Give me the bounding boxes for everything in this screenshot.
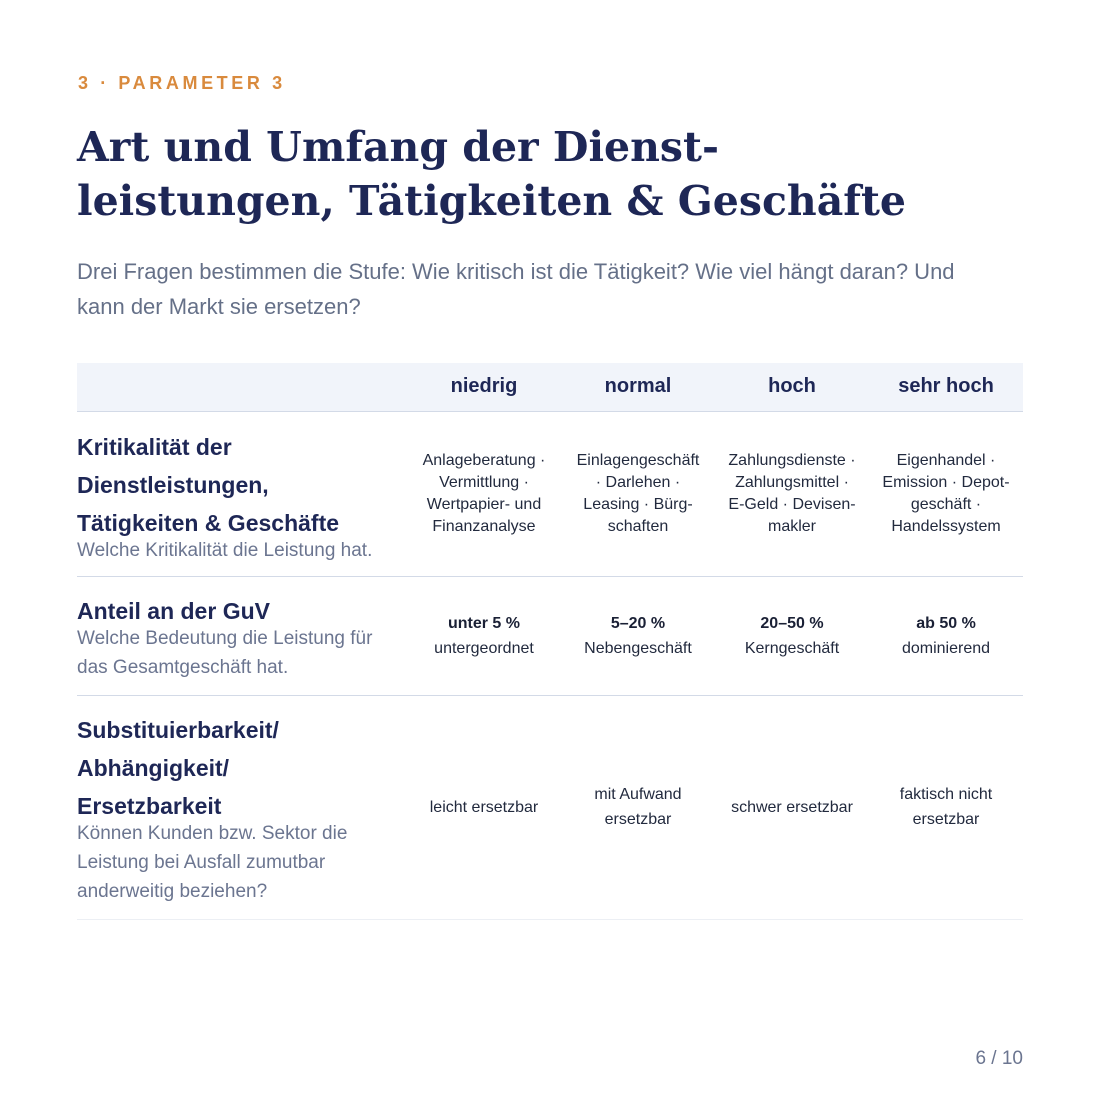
cell-value: unter 5 % <box>447 614 520 632</box>
row-title <box>77 428 407 542</box>
cell-value: 20–50 % <box>760 614 824 632</box>
cell-line: · Darlehen · <box>595 473 681 491</box>
table-row-guv <box>77 576 1023 695</box>
table-row-kritikalitaet <box>77 411 1023 576</box>
cell-subst-niedrig <box>407 695 561 919</box>
cell-line: Emission · Depot- <box>882 473 1010 491</box>
row-description <box>77 536 407 565</box>
header-niedrig: niedrig <box>407 363 561 411</box>
cell-subst-normal <box>561 695 715 919</box>
cell-kritikalitaet-normal <box>561 411 715 576</box>
row-desc-line: Können Kunden bzw. Sektor die <box>77 822 348 844</box>
cell-line: makler <box>767 517 816 535</box>
header-sehr-hoch: sehr hoch <box>869 363 1023 411</box>
row-desc-line: anderweitig beziehen? <box>77 880 268 902</box>
header-hoch: hoch <box>715 363 869 411</box>
cell-line: Zahlungsmittel · <box>735 473 849 491</box>
cell-line: faktisch nicht <box>899 786 993 803</box>
row-description <box>77 819 407 906</box>
cell-label: Nebengeschäft <box>584 639 692 657</box>
cell-label: Kerngeschäft <box>744 639 840 657</box>
intro-text <box>77 254 1037 324</box>
row-title-line: Anteil an der GuV <box>77 597 270 624</box>
cell-guv-sehr-hoch <box>869 576 1023 695</box>
cell-guv-normal <box>561 576 715 695</box>
page-number: 6 / 10 <box>975 1048 1023 1069</box>
cell-kritikalitaet-sehr-hoch <box>869 411 1023 576</box>
cell-label: dominierend <box>901 639 991 657</box>
row-title-line: Ersetzbarkeit <box>77 792 222 819</box>
cell-line: E-Geld · Devisen- <box>728 495 856 513</box>
cell-line: Anlageberatung · <box>422 451 546 469</box>
cell-line: ersetzbar <box>912 811 980 828</box>
cell-line: Leasing · Bürg- <box>583 495 693 513</box>
header-normal: normal <box>561 363 715 411</box>
cell-line: Eigenhandel · <box>896 451 996 469</box>
cell-line: Zahlungsdienste · <box>728 451 856 469</box>
row-title-line: Abhängigkeit/ <box>77 754 230 781</box>
cell-subst-hoch <box>715 695 869 919</box>
row-desc-line: Leistung bei Ausfall zumutbar <box>77 851 326 873</box>
row-description <box>77 624 407 682</box>
row-title-line: Dienstleistungen, <box>77 471 269 498</box>
intro-line-1: Drei Fragen bestimmen die Stufe: Wie kritisch ist die Tätigkeit? Wie viel hängt daran? Und <box>77 259 955 284</box>
cell-value: 5–20 % <box>610 614 666 632</box>
row-title <box>77 711 407 825</box>
cell-kritikalitaet-hoch <box>715 411 869 576</box>
section-eyebrow: 3 · PARAMETER 3 <box>78 73 286 93</box>
page-title-line-2: leistungen, Tätigkeiten & Geschäfte <box>77 177 906 225</box>
cell-kritikalitaet-niedrig <box>407 411 561 576</box>
cell-line: leicht ersetzbar <box>429 798 539 816</box>
cell-line: mit Aufwand <box>594 786 682 803</box>
row-desc-line: das Gesamtgeschäft hat. <box>77 656 289 678</box>
row-title-line: Substituierbarkeit/ <box>77 716 279 743</box>
table-row-substituierbarkeit <box>77 695 1023 919</box>
cell-line: schwer ersetzbar <box>731 798 853 816</box>
row-label-kritikalitaet <box>77 411 407 576</box>
cell-line: schaften <box>607 517 669 535</box>
table-header-row <box>77 363 1023 411</box>
cell-subst-sehr-hoch <box>869 695 1023 919</box>
cell-guv-niedrig <box>407 576 561 695</box>
row-title-line: Tätigkeiten & Geschäfte <box>77 509 340 536</box>
cell-line: Finanzanalyse <box>432 517 536 535</box>
row-title-line: Kritikalität der <box>77 433 232 460</box>
intro-line-2: kann der Markt sie ersetzen? <box>77 294 361 319</box>
page-title <box>77 120 1037 228</box>
cell-label: untergeordnet <box>434 639 534 657</box>
cell-line: Einlagengeschäft <box>576 451 700 469</box>
row-desc-line: Welche Bedeutung die Leistung für <box>77 627 373 649</box>
parameter-table <box>77 363 1023 920</box>
cell-value: ab 50 % <box>916 614 976 632</box>
row-label-substituierbarkeit <box>77 695 407 919</box>
row-label-guv <box>77 576 407 695</box>
cell-line: Handelssystem <box>891 517 1001 535</box>
cell-line: geschäft · <box>910 495 982 513</box>
header-empty <box>77 363 407 411</box>
cell-line: Wertpapier- und <box>426 495 542 513</box>
cell-line: Vermittlung · <box>439 473 529 491</box>
page-title-line-1: Art und Umfang der Dienst- <box>77 123 719 171</box>
row-desc-line: Welche Kritikalität die Leistung hat. <box>77 539 373 561</box>
cell-guv-hoch <box>715 576 869 695</box>
cell-line: ersetzbar <box>604 811 672 828</box>
